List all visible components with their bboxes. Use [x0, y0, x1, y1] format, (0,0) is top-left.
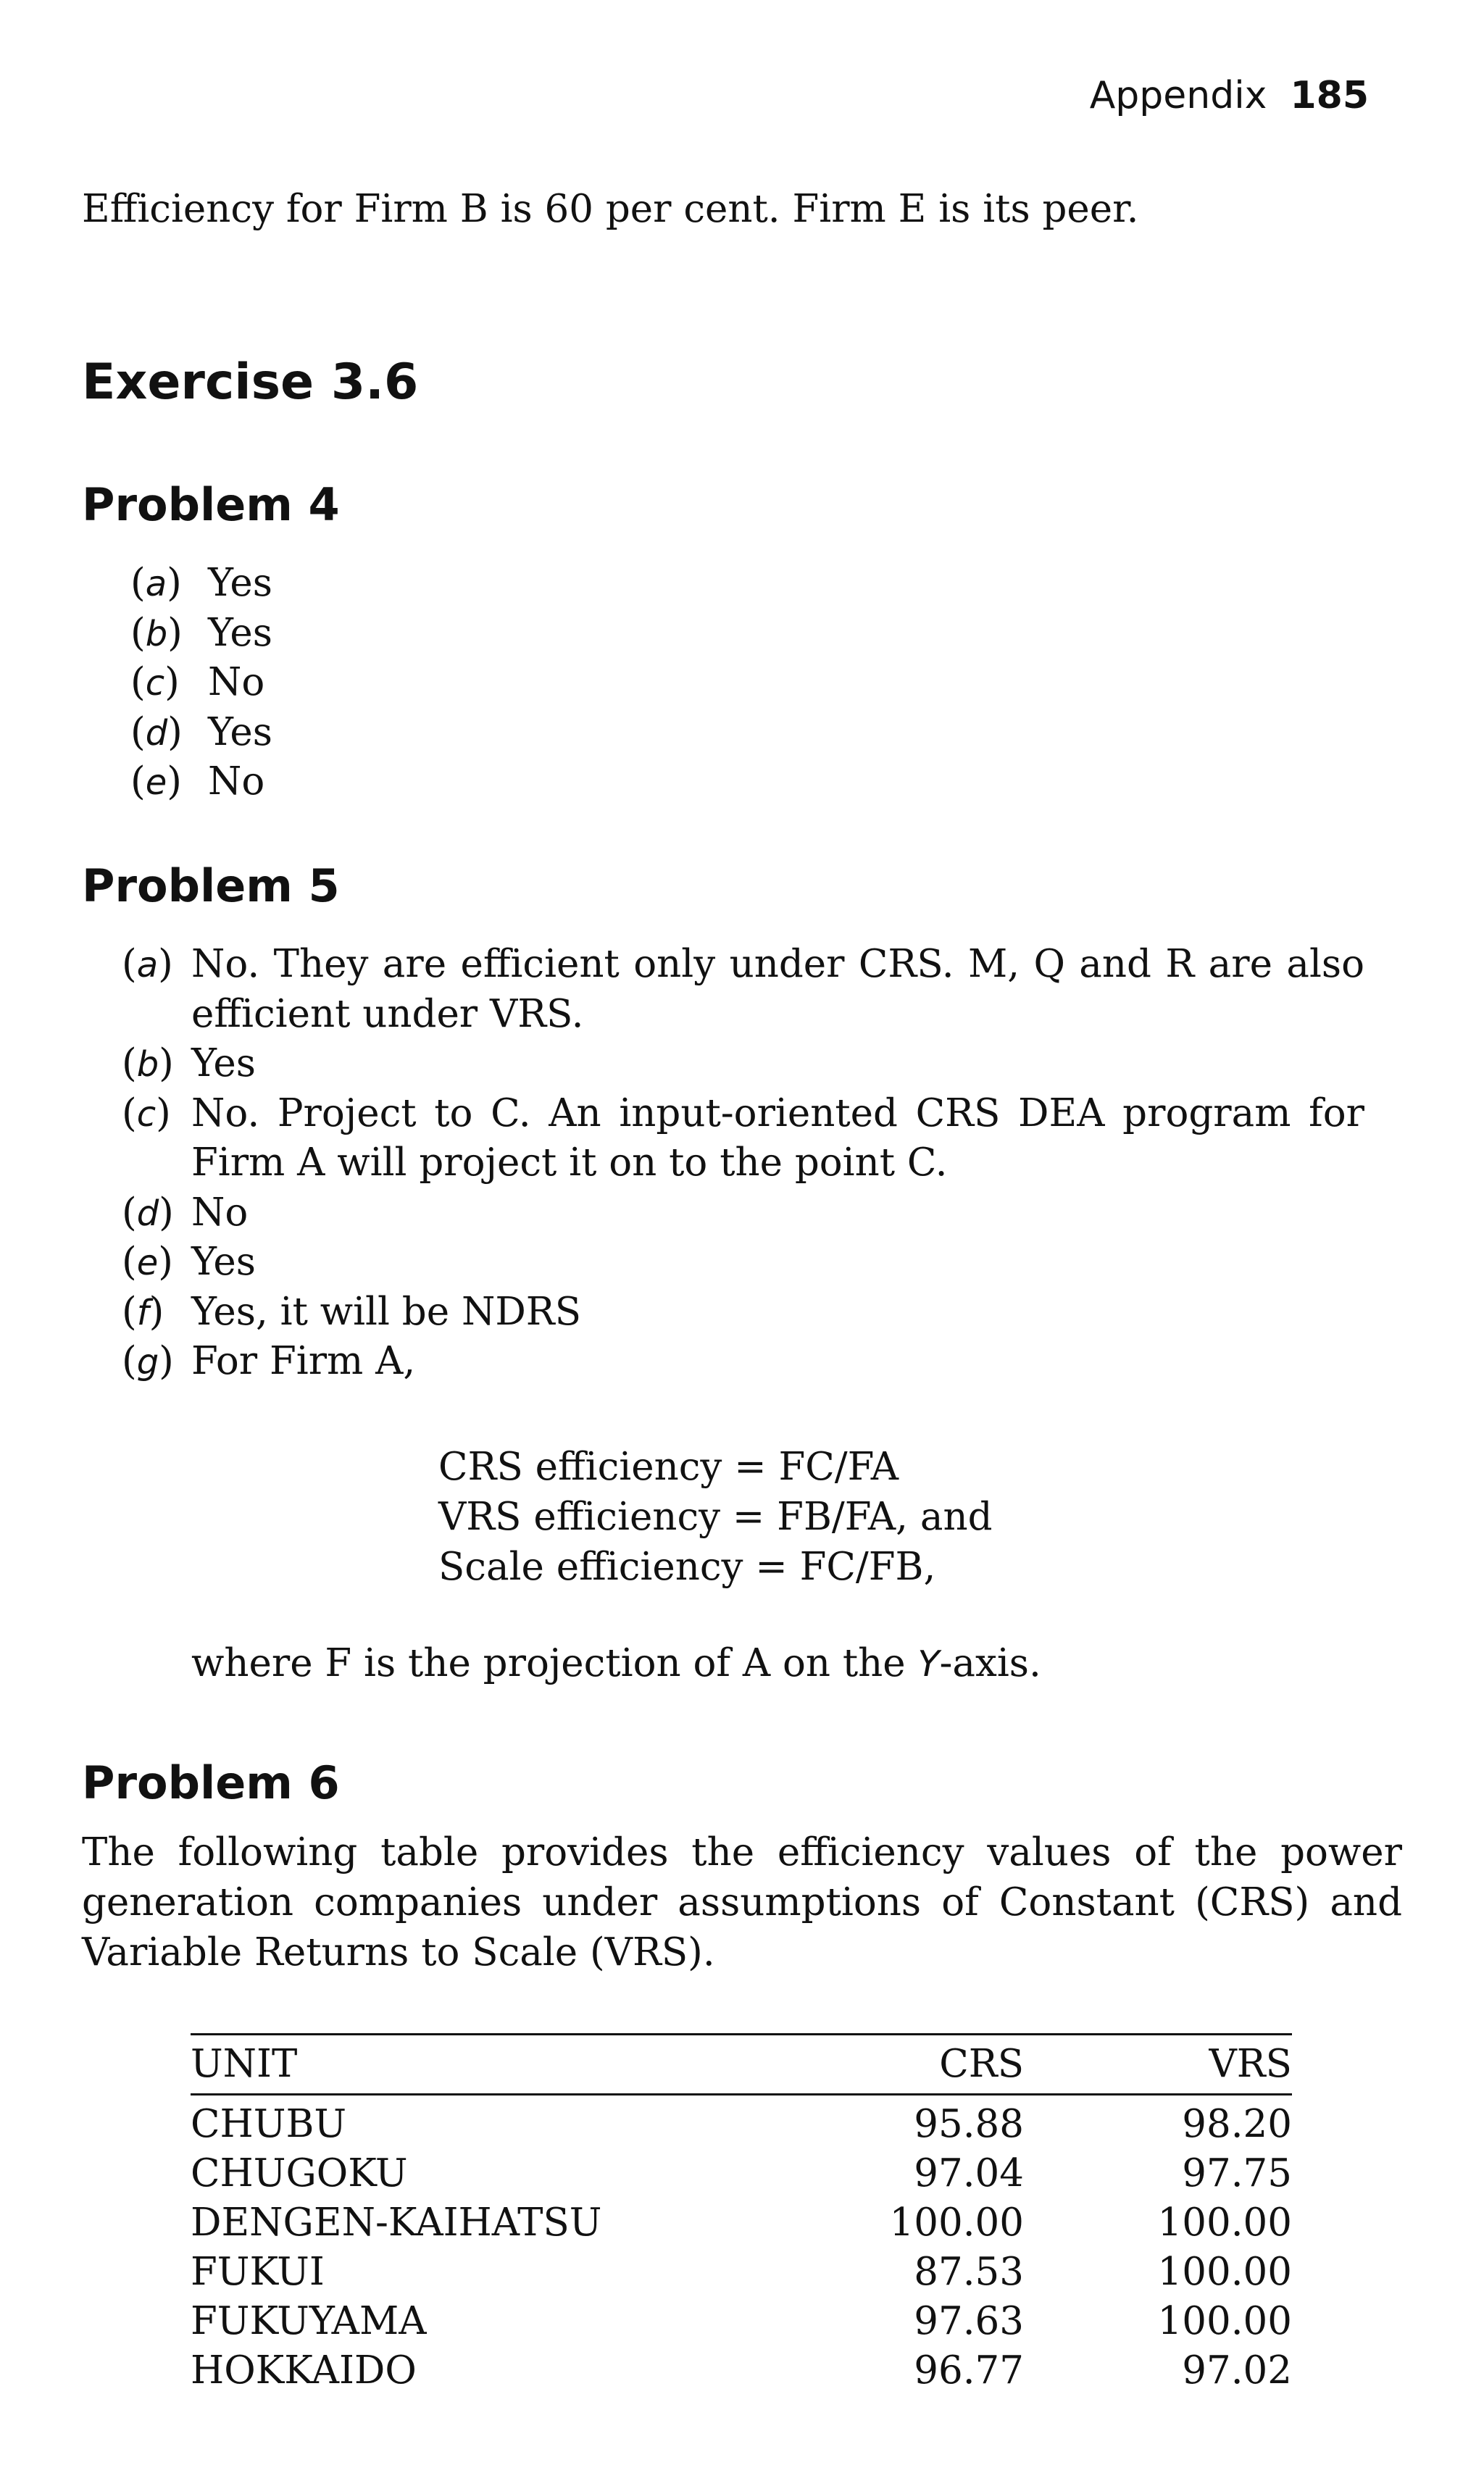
- cell-vrs: 100.00: [1157, 2250, 1292, 2294]
- equation-line: Scale efficiency = FC/FB,: [438, 1545, 936, 1589]
- table-row: [191, 2095, 1292, 2150]
- cell-vrs: 97.02: [1182, 2348, 1292, 2393]
- table-header-row: [191, 2035, 1292, 2095]
- answer-text: No. Project to C. An input-oriented CRS DEA program for Firm A will project it on to the point C.: [191, 1090, 1364, 1185]
- problem-4-heading: Problem 4: [82, 478, 340, 531]
- cell-unit: CHUBU: [191, 2102, 347, 2146]
- cell-vrs: 100.00: [1157, 2201, 1292, 2245]
- column-header-crs: CRS: [756, 2035, 1024, 2095]
- answer-label: d: [145, 712, 168, 754]
- answer-text: Yes: [191, 1240, 256, 1284]
- problem-4-answers: [130, 559, 565, 807]
- running-head-section: Appendix: [1089, 74, 1267, 117]
- table-row: [191, 2248, 1292, 2297]
- exercise-heading: Exercise 3.6: [82, 354, 419, 411]
- answer-label: e: [145, 762, 167, 803]
- cell-crs: 96.77: [914, 2348, 1024, 2393]
- answer-label: f: [136, 1292, 149, 1333]
- cell-vrs: 98.20: [1182, 2102, 1292, 2146]
- answer-label: g: [136, 1342, 159, 1383]
- answer-label: e: [136, 1243, 159, 1283]
- answer-text: Yes, it will be NDRS: [191, 1289, 582, 1334]
- cell-unit: FUKUI: [191, 2250, 325, 2294]
- answer-item: (e) Yes: [122, 1238, 1364, 1288]
- answer-label: b: [136, 1044, 159, 1085]
- running-head: [1090, 74, 1369, 117]
- efficiency-equations: [438, 1442, 993, 1592]
- efficiency-table: [191, 2033, 1292, 2395]
- cell-crs: 87.53: [914, 2250, 1024, 2294]
- answer-text: Yes: [208, 709, 272, 754]
- answer-label: a: [136, 945, 159, 985]
- answer-text: Yes: [208, 561, 272, 605]
- column-header-unit: UNIT: [191, 2035, 756, 2095]
- equation-line: CRS efficiency = FC/FA: [438, 1445, 899, 1489]
- table-row: [191, 2346, 1292, 2395]
- column-header-vrs: VRS: [1024, 2035, 1292, 2095]
- cell-unit: HOKKAIDO: [191, 2348, 417, 2393]
- answer-item: (d) No: [122, 1188, 1364, 1238]
- problem-6-heading: Problem 6: [82, 1756, 340, 1809]
- answer-item: (e) No: [130, 757, 565, 807]
- intro-line: Efficiency for Firm B is 60 per cent. Firm E is its peer.: [82, 187, 1139, 231]
- problem-6-paragraph: The following table provides the efficiency values of the power generation companies under assumptions of Constant (CRS) and Variable Returns to Scale (VRS).: [82, 1830, 1402, 1974]
- answer-text: Yes: [191, 1041, 256, 1085]
- cell-crs: 100.00: [889, 2201, 1024, 2245]
- answer-text: For Firm A,: [191, 1339, 416, 1383]
- table-row: [191, 2297, 1292, 2346]
- table-row: [191, 2198, 1292, 2248]
- cell-unit: CHUGOKU: [191, 2151, 408, 2195]
- answer-label: a: [145, 564, 167, 604]
- cell-crs: 97.04: [914, 2151, 1024, 2195]
- answer-text: No: [208, 660, 265, 704]
- cell-vrs: 97.75: [1182, 2151, 1292, 2195]
- answer-item: (f) Yes, it will be NDRS: [122, 1288, 1364, 1338]
- answer-label: d: [136, 1193, 159, 1234]
- equation-line: VRS efficiency = FB/FA, and: [438, 1495, 993, 1539]
- answer-text: No: [208, 759, 265, 804]
- problem-5-heading: Problem 5: [82, 859, 340, 912]
- answer-item: (a) Yes: [130, 559, 565, 609]
- answer-item: (c) No: [130, 658, 565, 708]
- cell-unit: FUKUYAMA: [191, 2299, 427, 2343]
- projection-note: where F is the projection of A on the Y-axis.: [191, 1641, 1041, 1685]
- page-number: 185: [1290, 74, 1369, 117]
- answer-label: b: [145, 613, 168, 654]
- table-row: [191, 2149, 1292, 2198]
- cell-unit: DENGEN-KAIHATSU: [191, 2201, 602, 2245]
- cell-vrs: 100.00: [1157, 2299, 1292, 2343]
- answer-item: (c) No. Project to C. An input-oriented CRS DEA program for Firm A will project it on to the point C.: [122, 1089, 1364, 1188]
- answer-item: (a) No. They are efficient only under CRS. M, Q and R are also efficient under VRS.: [122, 940, 1364, 1039]
- answer-label: c: [145, 663, 165, 704]
- answer-item: (d) Yes: [130, 708, 565, 758]
- answer-label: c: [136, 1093, 157, 1135]
- problem-5-answers: [122, 940, 1364, 1387]
- cell-crs: 95.88: [914, 2102, 1024, 2146]
- answer-item: (g) For Firm A,: [122, 1337, 1364, 1387]
- answer-item: (b) Yes: [122, 1039, 1364, 1089]
- answer-item: (b) Yes: [130, 609, 565, 659]
- answer-text: No: [191, 1190, 249, 1235]
- answer-text: Yes: [208, 610, 272, 655]
- cell-crs: 97.63: [914, 2299, 1024, 2343]
- answer-text: No. They are efficient only under CRS. M, Q and R are also efficient under VRS.: [191, 942, 1364, 1036]
